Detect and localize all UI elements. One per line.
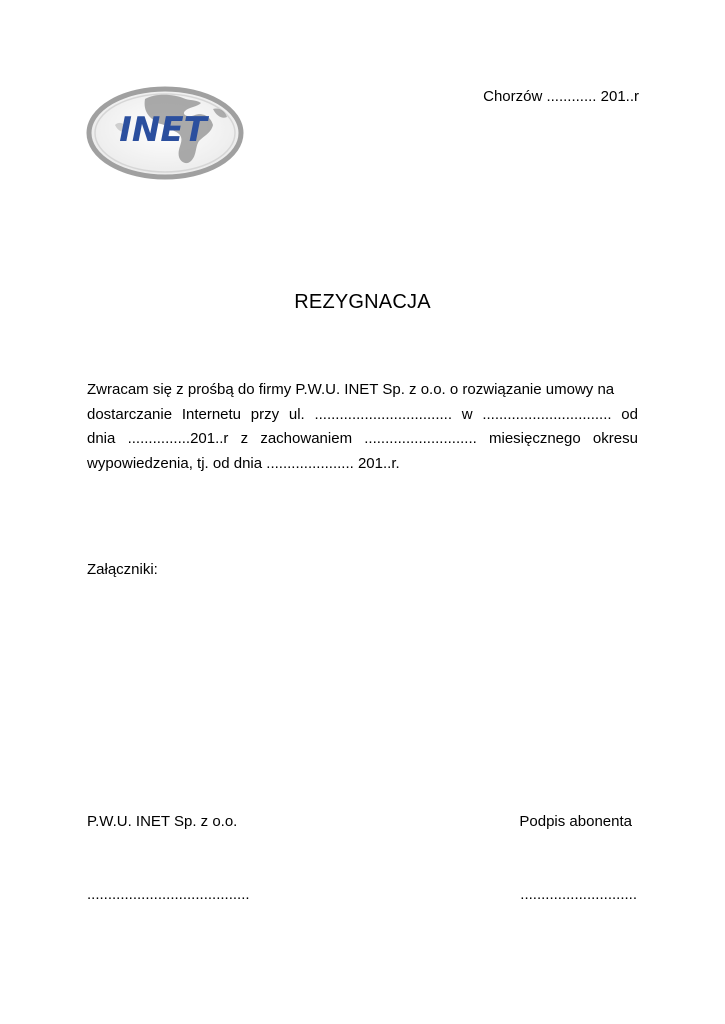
date-blank: ...............201..r	[127, 430, 229, 447]
word: dostarczanie	[87, 405, 173, 423]
company-signature-line: .......................................	[87, 886, 250, 903]
word: dnia	[87, 430, 116, 447]
logo-wordmark: INET	[119, 110, 207, 150]
word: okresu	[592, 430, 638, 447]
paragraph-line-1: Zwracam się z prośbą do firmy P.W.U. INET Sp. z o.o. o rozwiązanie umowy na	[87, 381, 615, 398]
place-date-line: Chorzów ............ 201..r	[483, 88, 639, 105]
city-blank: ...............................	[482, 405, 612, 423]
subscriber-signature-line: ............................	[520, 886, 637, 903]
inet-logo	[85, 85, 245, 181]
word: w	[461, 405, 473, 423]
paragraph-line-3	[87, 427, 638, 452]
attachments-label: Załączniki:	[87, 561, 158, 578]
document-title: REZYGNACJA	[294, 291, 431, 313]
request-paragraph	[87, 378, 638, 476]
word: od	[621, 405, 638, 423]
company-name: P.W.U. INET Sp. z o.o.	[87, 813, 238, 830]
paragraph-line-4: wypowiedzenia, tj. od dnia ..................... 201..r.	[87, 454, 400, 472]
word: miesięcznego	[489, 430, 581, 447]
paragraph-line-2	[87, 403, 638, 428]
period-blank: ...........................	[364, 430, 477, 447]
word: Internetu	[181, 405, 242, 423]
subscriber-signature-label: Podpis abonenta	[519, 813, 632, 830]
word: z	[240, 430, 249, 447]
word: zachowaniem	[260, 430, 353, 447]
globe-logo-icon	[85, 85, 245, 181]
street-blank: .................................	[314, 405, 452, 423]
word: przy	[250, 405, 280, 423]
word: ul.	[288, 405, 305, 423]
